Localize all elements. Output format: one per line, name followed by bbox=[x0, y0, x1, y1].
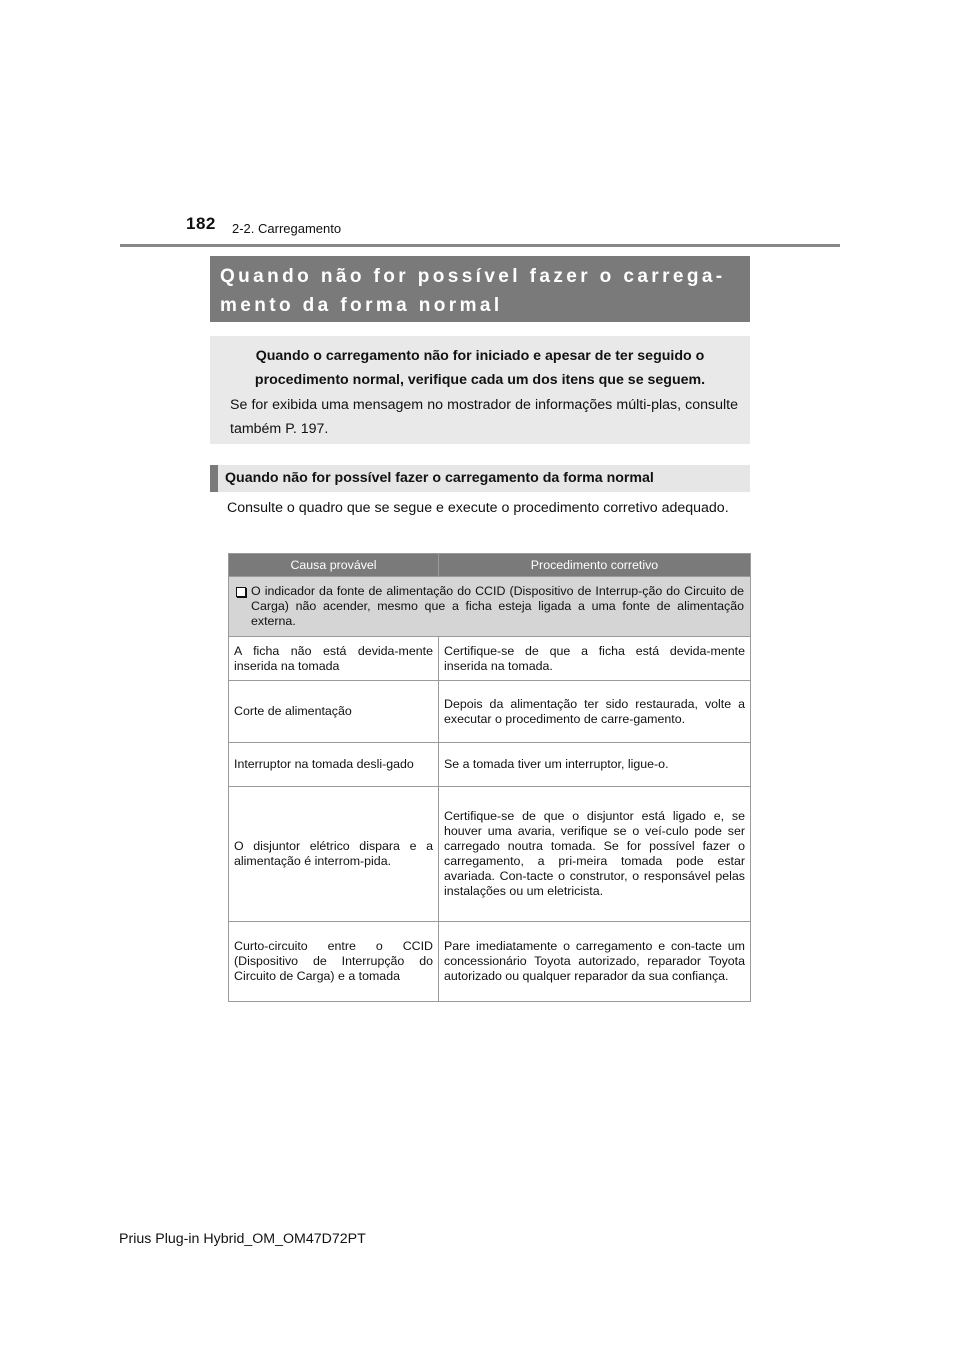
section-reference: 2-2. Carregamento bbox=[232, 221, 342, 236]
section-title-banner bbox=[210, 256, 750, 322]
table-header-row bbox=[229, 554, 751, 577]
cause-cell: Corte de alimentação bbox=[229, 681, 439, 743]
page-footer: Prius Plug-in Hybrid_OM_OM47D72PT bbox=[119, 1231, 366, 1247]
table-row bbox=[229, 681, 751, 743]
action-cell: Se a tomada tiver um interruptor, ligue-o. bbox=[439, 743, 751, 787]
intro-note: Se for exibida uma mensagem no mostrador de informações múlti-plas, consulte também P. 197. bbox=[230, 397, 738, 437]
action-cell: Certifique-se de que o disjuntor está ligado e, se houver uma avaria, verifique se o veí-culo pode ser carregado noutra tomada. Se for possível fazer o carregamento, a pri-meira tomada pode estar avariada. Con-tacte o construtor, o responsável pelas instalações ou um eletricista. bbox=[439, 787, 751, 922]
header-probable-cause: Causa provável bbox=[229, 554, 439, 577]
table-group-label: O indicador da fonte de alimentação do CCID (Dispositivo de Interrup-ção do Circuito de Carga) não acender, mesmo que a ficha esteja ligada a uma fonte de alimentação externa. bbox=[251, 584, 744, 628]
cause-cell: Curto-circuito entre o CCID (Dispositivo de Interrupção do Circuito de Carga) e a tomada bbox=[229, 922, 439, 1002]
cause-cell: O disjuntor elétrico dispara e a alimentação é interrom-pida. bbox=[229, 787, 439, 922]
action-cell: Pare imediatamente o carregamento e con-tacte um concessionário Toyota autorizado, reparador Toyota autorizado ou qualquer reparador da sua confiança. bbox=[439, 922, 751, 1002]
page-number: 182 bbox=[186, 214, 216, 233]
subsection-heading: Quando não for possível fazer o carregamento da forma normal bbox=[210, 465, 750, 492]
checkbox-icon bbox=[236, 587, 246, 597]
cause-cell: Interruptor na tomada desli-gado bbox=[229, 743, 439, 787]
subsection-body: Consulte o quadro que se segue e execute o procedimento corretivo adequado. bbox=[227, 500, 729, 516]
section-title-line-1: Quando não for possível fazer o carrega- bbox=[220, 266, 726, 287]
section-title-line-2: mento da forma normal bbox=[220, 295, 503, 316]
header-rule bbox=[120, 244, 840, 247]
table-row bbox=[229, 787, 751, 922]
cause-cell: A ficha não está devida-mente inserida na tomada bbox=[229, 637, 439, 681]
troubleshooting-table bbox=[228, 553, 751, 1002]
intro-bold-text: Quando o carregamento não for iniciado e apesar de ter seguido o procedimento normal, verifique cada um dos itens que se seguem. bbox=[254, 348, 706, 388]
table-group-cell bbox=[229, 577, 751, 637]
table-row bbox=[229, 637, 751, 681]
action-cell: Depois da alimentação ter sido restaurada, volte a executar o procedimento de carre-gamento. bbox=[439, 681, 751, 743]
header-corrective-procedure: Procedimento corretivo bbox=[439, 554, 751, 577]
table-group-row bbox=[229, 577, 751, 637]
action-cell: Certifique-se de que a ficha está devida-mente inserida na tomada. bbox=[439, 637, 751, 681]
table-row bbox=[229, 922, 751, 1002]
table-row bbox=[229, 743, 751, 787]
intro-box bbox=[210, 336, 750, 444]
